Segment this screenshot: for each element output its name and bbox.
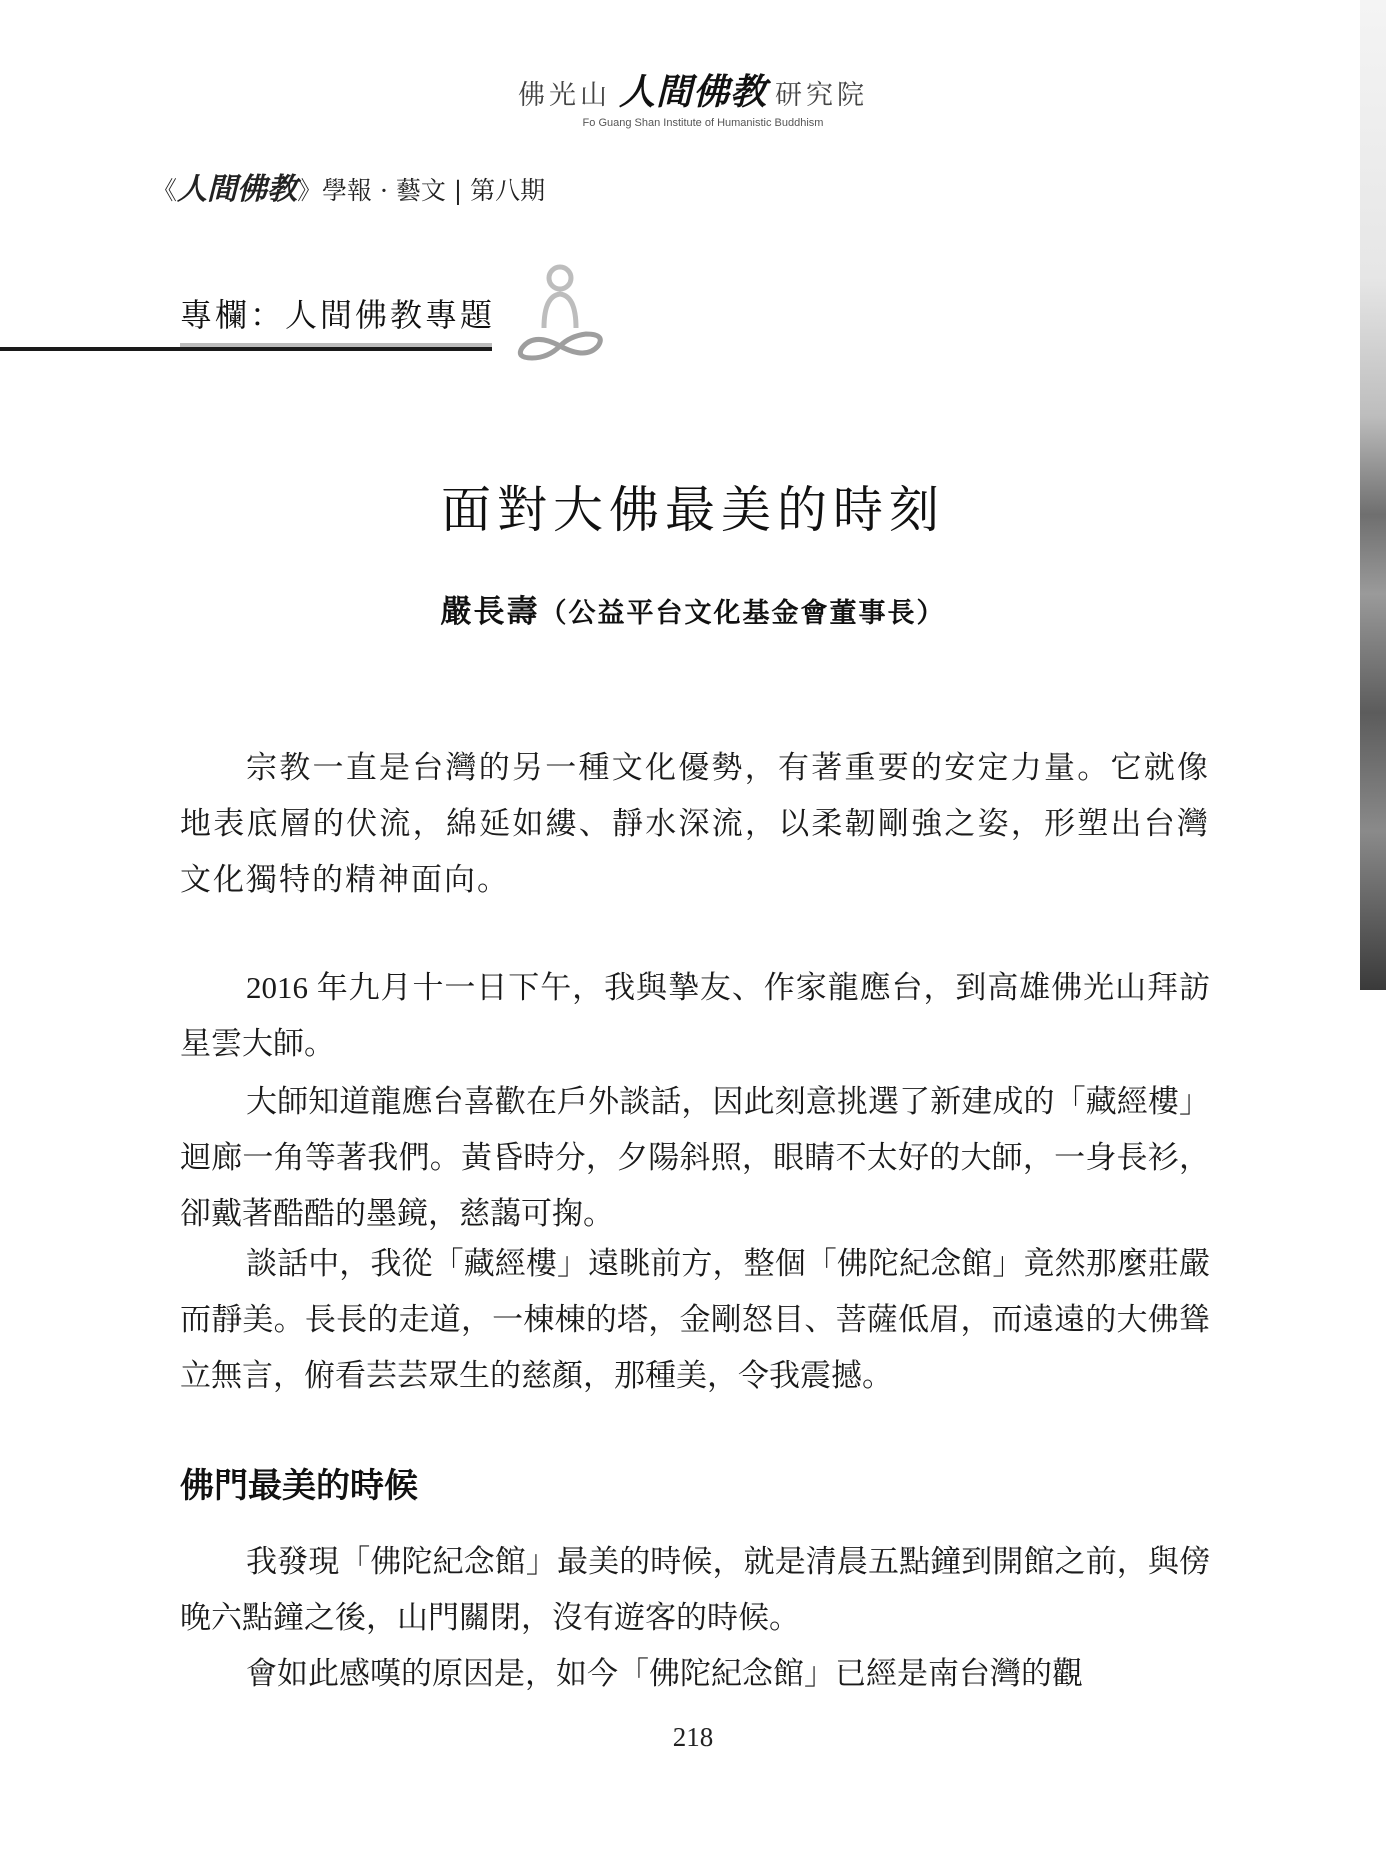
body-paragraph: 2016 年九月十一日下午，我與摯友、作家龍應台，到高雄佛光山拜訪星雲大師。 [180,970,1210,1061]
meditating-buddha-icon [514,262,606,366]
body-paragraph: 會如此感嘆的原因是，如今「佛陀紀念館」已經是南台灣的觀 [246,1656,1083,1691]
author-name: 嚴長壽 [440,594,540,630]
column-label: 專欄：人間佛教專題 [180,296,496,334]
body-paragraph: 談話中，我從「藏經樓」遠眺前方，整個「佛陀紀念館」竟然那麼莊嚴而靜美。長長的走道，一棟棟的塔，金剛怒目、菩薩低眉，而遠遠的大佛聳立無言，俯看芸芸眾生的慈顏，那種美，令我震撼。 [180,1246,1210,1393]
institute-prefix: 佛光山 [517,80,611,111]
column-divider [0,347,492,351]
article-title: 面對大佛最美的時刻 [441,481,945,539]
journal-issue-info: 》學報 · 藝文 | 第八期 [297,176,546,205]
author-affiliation: （公益平台文化基金會董事長） [539,598,946,629]
page-number: 218 [672,1722,714,1752]
institute-name [0,64,1386,115]
journal-open-bracket: 《 [152,176,178,205]
article-author [0,586,1386,631]
body-paragraph: 大師知道龍應台喜歡在戶外談話，因此刻意挑選了新建成的「藏經樓」迴廊一角等著我們。黃昏時分，夕陽斜照，眼睛不太好的大師，一身長衫，卻戴著酷酷的墨鏡，慈藹可掬。 [180,1084,1210,1231]
institute-suffix: 研究院 [775,80,868,111]
journal-brand: 人間佛教 [177,172,298,207]
body-paragraph: 宗教一直是台灣的另一種文化優勢，有著重要的安定力量。它就像地表底層的伏流，綿延如縷、靜水深流，以柔韌剛強之姿，形塑出台灣文化獨特的精神面向。 [180,750,1210,898]
journal-header [152,164,545,208]
institute-header [0,64,1386,129]
body-paragraph: 我發現「佛陀紀念館」最美的時候，就是清晨五點鐘到開館之前，與傍晚六點鐘之後，山門關閉，沒有遊客的時候。 [180,1544,1210,1635]
section-heading: 佛門最美的時候 [180,1466,418,1506]
column-divider-accent [180,343,492,347]
institute-brand-logo: 人間佛教 [618,71,767,113]
institute-english-name: Fo Guang Shan Institute of Humanistic Buddhism [582,117,824,129]
